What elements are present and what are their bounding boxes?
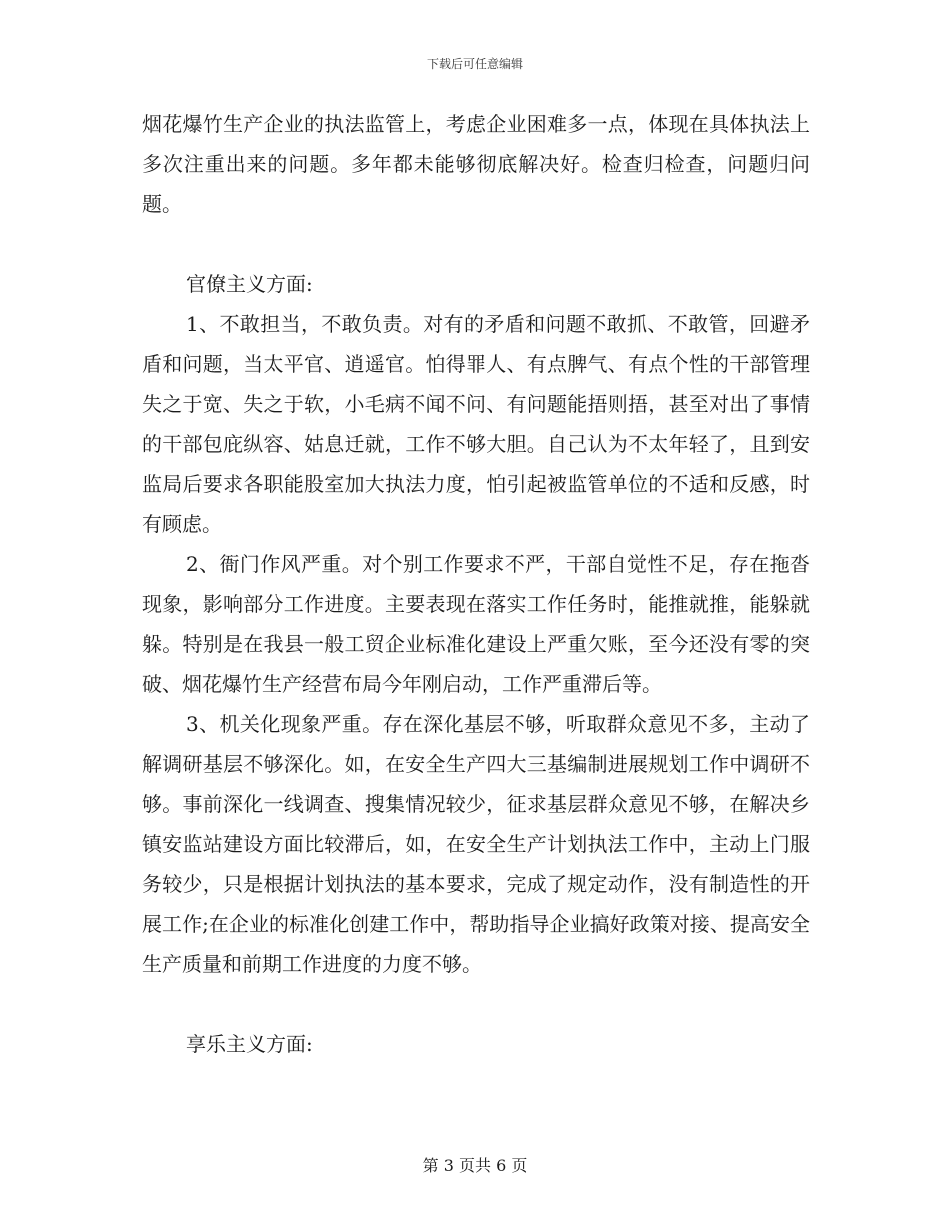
- section-heading-bureaucracy: 官僚主义方面:: [186, 272, 313, 296]
- page-header: 下载后可任意编辑: [426, 57, 523, 71]
- paragraph-item-2: 2、衙门作风严重。对个别工作要求不严，干部自觉性不足，存在拖沓现象，影响部分工作进度。主要表现在落实工作任务时，能推就推，能躲就躲。特别是在我县一般工贸企业标准化建设上严重欠账，至今还没有零的突破、烟花爆竹生产经营布局今年刚启动，工作严重滞后等。: [142, 552, 810, 696]
- paragraph-item-1: 1、不敢担当，不敢负责。对有的矛盾和问题不敢抓、不敢管，回避矛盾和问题，当太平官、逍遥官。怕得罪人、有点脾气、有点个性的干部管理失之于宽、失之于软，小毛病不闻不问、有问题能捂则捂，甚至对出了事情的干部包庇纵容、姑息迁就，工作不够大胆。自己认为不太年轻了，且到安监局后要求各职能股室加大执法力度，怕引起被监管单位的不适和反感，时有顾虑。: [142, 312, 810, 536]
- section-heading-hedonism: 享乐主义方面:: [186, 1032, 313, 1056]
- page-number: 第 3 页共 6 页: [422, 1156, 528, 1175]
- paragraph-continuation: 烟花爆竹生产企业的执法监管上，考虑企业困难多一点，体现在具体执法上多次注重出来的问题。多年都未能够彻底解决好。检查归检查，问题归问题。: [142, 112, 810, 216]
- paragraph-item-3: 3、机关化现象严重。存在深化基层不够，听取群众意见不多，主动了解调研基层不够深化。如，在安全生产四大三基编制进展规划工作中调研不够。事前深化一线调查、搜集情况较少，征求基层群众意见不够，在解决乡镇安监站建设方面比较滞后，如，在安全生产计划执法工作中，主动上门服务较少，只是根据计划执法的基本要求，完成了规定动作，没有制造性的开展工作;在企业的标准化创建工作中，帮助指导企业搞好政策对接、提高安全生产质量和前期工作进度的力度不够。: [142, 712, 810, 976]
- document-body: [142, 104, 810, 1064]
- paragraph-gap: [142, 984, 810, 1024]
- paragraph-gap: [142, 224, 810, 264]
